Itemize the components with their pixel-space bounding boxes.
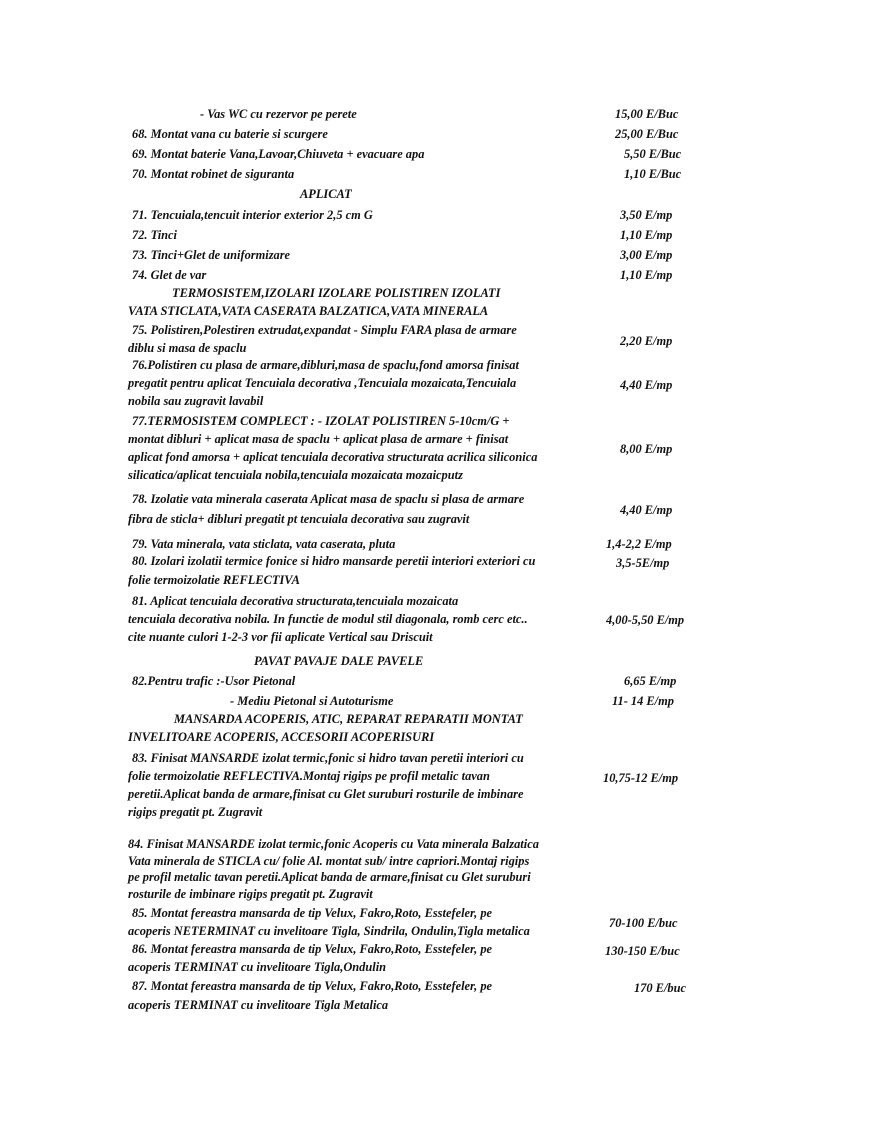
price: 4,40 E/mp	[620, 503, 673, 517]
price: 8,00 E/mp	[620, 442, 673, 456]
price: 1,10 E/mp	[620, 268, 673, 282]
price: 6,65 E/mp	[624, 674, 677, 688]
item-line: rosturile de imbinare rigips pregatit pt. Zugravit	[128, 887, 373, 901]
item-line: acoperis TERMINAT cu invelitoare Tigla,Ondulin	[128, 960, 387, 974]
price: 2,20 E/mp	[620, 334, 673, 348]
price: 3,50 E/mp	[620, 208, 673, 222]
section-heading: APLICAT	[300, 187, 352, 201]
item-line: 71. Tencuiala,tencuit interior exterior 2,5 cm G	[132, 208, 373, 222]
item-line: aplicat fond amorsa + aplicat tencuiala decorativa structurata acrilica siliconica	[128, 450, 538, 464]
item-line: peretii.Aplicat banda de armare,finisat cu Glet suruburi rosturile de imbinare	[128, 787, 524, 801]
item-line: rigips pregatit pt. Zugravit	[128, 805, 263, 819]
price: 11- 14 E/mp	[612, 694, 674, 708]
item-line: nobila sau zugravit lavabil	[128, 394, 264, 408]
item-line: acoperis TERMINAT cu invelitoare Tigla Metalica	[128, 998, 389, 1012]
price: 3,00 E/mp	[620, 248, 673, 262]
item-line: 84. Finisat MANSARDE izolat termic,fonic Acoperis cu Vata minerala Balzatica	[128, 837, 539, 851]
item-line: 68. Montat vana cu baterie si scurgere	[132, 127, 328, 141]
price: 3,5-5E/mp	[616, 556, 670, 570]
price: 10,75-12 E/mp	[603, 771, 679, 785]
section-heading: VATA STICLATA,VATA CASERATA BALZATICA,VATA MINERALA	[128, 304, 489, 318]
item-line: folie termoizolatie REFLECTIVA.Montaj rigips pe profil metalic tavan	[128, 769, 490, 783]
item-line: - Mediu Pietonal si Autoturisme	[230, 694, 394, 708]
item-line: 87. Montat fereastra mansarda de tip Velux, Fakro,Roto, Esstefeler, pe	[132, 979, 493, 993]
section-heading: PAVAT PAVAJE DALE PAVELE	[254, 654, 424, 668]
item-line: montat dibluri + aplicat masa de spaclu + aplicat plasa de armare + finisat	[128, 432, 509, 446]
price: 25,00 E/Buc	[615, 127, 679, 141]
price: 1,10 E/mp	[620, 228, 673, 242]
price: 1,10 E/Buc	[624, 167, 682, 181]
price: 130-150 E/buc	[605, 944, 680, 958]
item-line: - Vas WC cu rezervor pe perete	[200, 107, 357, 121]
section-heading: MANSARDA ACOPERIS, ATIC, REPARAT REPARATII MONTAT	[174, 712, 523, 726]
price: 15,00 E/Buc	[615, 107, 679, 121]
item-line: tencuiala decorativa nobila. In functie de modul stil diagonala, romb cerc etc..	[128, 612, 528, 626]
item-line: 86. Montat fereastra mansarda de tip Velux, Fakro,Roto, Esstefeler, pe	[132, 942, 493, 956]
item-line: Vata minerala de STICLA cu/ folie Al. montat sub/ intre capriori.Montaj rigips	[128, 854, 530, 868]
price: 170 E/buc	[634, 981, 686, 995]
item-line: silicatica/aplicat tencuiala nobila,tencuiala mozaicata mozaicputz	[128, 468, 463, 482]
item-line: 77.TERMOSISTEM COMPLECT : - IZOLAT POLISTIREN 5-10cm/G +	[132, 414, 510, 428]
item-line: 81. Aplicat tencuiala decorativa structurata,tencuiala mozaicata	[132, 594, 459, 608]
item-line: pe profil metalic tavan peretii.Aplicat banda de armare,finisat cu Glet suruburi	[128, 870, 531, 884]
item-line: 72. Tinci	[132, 228, 177, 242]
item-line: 83. Finisat MANSARDE izolat termic,fonic si hidro tavan peretii interiori cu	[132, 751, 524, 765]
item-line: 73. Tinci+Glet de uniformizare	[132, 248, 291, 262]
item-line: cite nuante culori 1-2-3 vor fii aplicate Vertical sau Driscuit	[128, 630, 433, 644]
section-heading: TERMOSISTEM,IZOLARI IZOLARE POLISTIREN IZOLATI	[172, 286, 501, 300]
price: 70-100 E/buc	[609, 916, 678, 930]
item-line: 80. Izolari izolatii termice fonice si hidro mansarde peretii interiori exteriori cu	[132, 554, 536, 568]
price: 5,50 E/Buc	[624, 147, 682, 161]
item-line: acoperis NETERMINAT cu invelitoare Tigla, Sindrila, Ondulin,Tigla metalica	[128, 924, 530, 938]
price: 4,40 E/mp	[620, 378, 673, 392]
item-line: diblu si masa de spaclu	[128, 341, 247, 355]
item-line: fibra de sticla+ dibluri pregatit pt tencuiala decorativa sau zugravit	[128, 512, 470, 526]
item-line: 75. Polistiren,Polestiren extrudat,expandat - Simplu FARA plasa de armare	[132, 323, 517, 337]
price: 1,4-2,2 E/mp	[606, 537, 672, 551]
item-line: 76.Polistiren cu plasa de armare,dibluri,masa de spaclu,fond amorsa finisat	[132, 358, 519, 372]
section-heading: INVELITOARE ACOPERIS, ACCESORII ACOPERISURI	[128, 730, 435, 744]
item-line: pregatit pentru aplicat Tencuiala decorativa ,Tencuiala mozaicata,Tencuiala	[128, 376, 517, 390]
item-line: 70. Montat robinet de siguranta	[132, 167, 295, 181]
item-line: 85. Montat fereastra mansarda de tip Velux, Fakro,Roto, Esstefeler, pe	[132, 906, 493, 920]
item-line: 79. Vata minerala, vata sticlata, vata caserata, pluta	[132, 537, 396, 551]
item-line: 74. Glet de var	[132, 268, 207, 282]
item-line: 69. Montat baterie Vana,Lavoar,Chiuveta + evacuare apa	[132, 147, 425, 161]
item-line: 82.Pentru trafic :-Usor Pietonal	[132, 674, 296, 688]
item-line: 78. Izolatie vata minerala caserata Aplicat masa de spaclu si plasa de armare	[132, 492, 525, 506]
price: 4,00-5,50 E/mp	[606, 613, 685, 627]
item-line: folie termoizolatie REFLECTIVA	[128, 573, 300, 587]
